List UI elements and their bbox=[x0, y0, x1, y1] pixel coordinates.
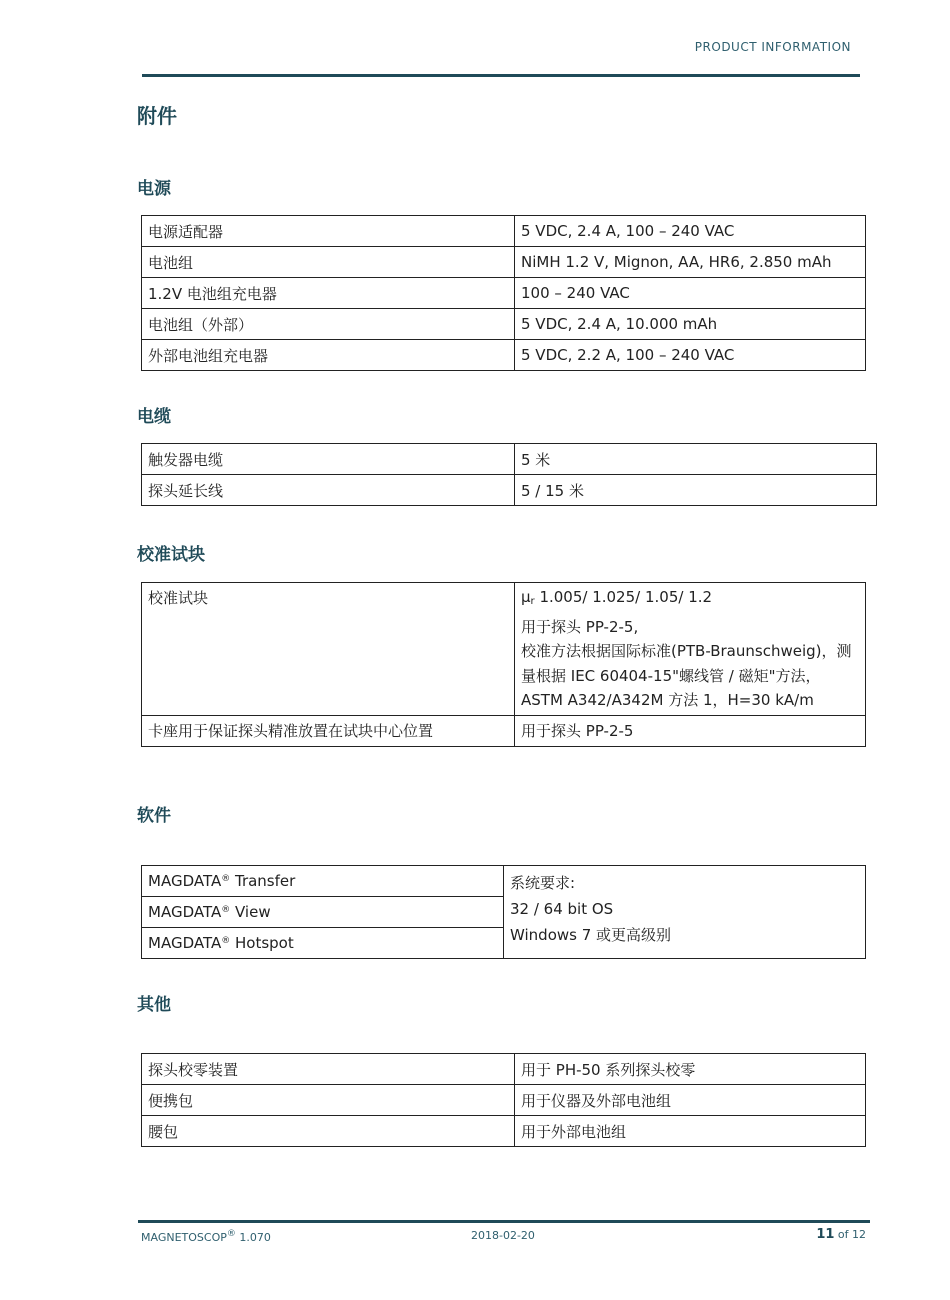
table-row bbox=[142, 278, 866, 309]
section-title-calibration: 校准试块 bbox=[137, 545, 205, 565]
table-cell-label: 1.2V 电池组充电器 bbox=[142, 278, 515, 309]
page-number: 11 of 12 bbox=[816, 1227, 866, 1242]
table-cell-value bbox=[515, 583, 866, 716]
table-cell-value: 5 VDC, 2.4 A, 100 – 240 VAC bbox=[515, 216, 866, 247]
table-cell-value: 用于仪器及外部电池组 bbox=[515, 1085, 866, 1116]
footer-rule bbox=[138, 1220, 870, 1223]
table-row bbox=[142, 583, 866, 716]
table-cell-value: 5 / 15 米 bbox=[515, 475, 877, 506]
table-cell-value: 用于探头 PP-2-5 bbox=[515, 715, 866, 746]
table-cell-label: 校准试块 bbox=[142, 583, 515, 716]
table-row bbox=[142, 216, 866, 247]
table-cell-label: 腰包 bbox=[142, 1116, 515, 1147]
header-rule bbox=[142, 74, 860, 77]
table-row bbox=[142, 475, 877, 506]
table-row bbox=[142, 309, 866, 340]
footer-date: 2018-02-20 bbox=[471, 1229, 535, 1242]
calibration-method: 校准方法根据国际标准(PTB-Braunschweig)，测量根据 IEC 60404-15"螺线管 / 磁矩"方法，ASTM A342/A342M 方法 1，H=30 kA/m bbox=[521, 642, 852, 709]
section-title-software: 软件 bbox=[137, 806, 171, 826]
table-row bbox=[142, 247, 866, 278]
table-row bbox=[142, 340, 866, 371]
table-cell-value: 5 VDC, 2.4 A, 10.000 mAh bbox=[515, 309, 866, 340]
permeability-values: $\mu_r$ 1.005/ 1.025/ 1.05/ 1.2 bbox=[521, 588, 713, 607]
power-table bbox=[141, 215, 866, 371]
cables-table bbox=[141, 443, 877, 506]
calibration-table bbox=[141, 582, 866, 747]
table-cell-label: 外部电池组充电器 bbox=[142, 340, 515, 371]
table-row bbox=[142, 1085, 866, 1116]
table-cell-value: 100 – 240 VAC bbox=[515, 278, 866, 309]
requirements-heading: 系统要求: bbox=[510, 874, 576, 892]
table-row bbox=[142, 715, 866, 746]
table-cell-label: 电源适配器 bbox=[142, 216, 515, 247]
section-title-cables: 电缆 bbox=[137, 407, 171, 427]
table-cell-value: 用于外部电池组 bbox=[515, 1116, 866, 1147]
software-product: MAGDATA® Transfer bbox=[142, 866, 504, 897]
table-cell-label: 探头延长线 bbox=[142, 475, 515, 506]
table-row bbox=[142, 1116, 866, 1147]
table-cell-value: 用于 PH-50 系列探头校零 bbox=[515, 1054, 866, 1085]
probe-note: 用于探头 PP-2-5, bbox=[521, 617, 639, 636]
system-requirements bbox=[504, 866, 866, 959]
table-cell-value: NiMH 1.2 V, Mignon, AA, HR6, 2.850 mAh bbox=[515, 247, 866, 278]
header-label: PRODUCT INFORMATION bbox=[694, 40, 851, 54]
table-cell-label: 触发器电缆 bbox=[142, 444, 515, 475]
section-title-power: 电源 bbox=[137, 179, 171, 199]
table-row bbox=[142, 444, 877, 475]
table-cell-label: 探头校零装置 bbox=[142, 1054, 515, 1085]
requirements-os: 32 / 64 bit OS bbox=[510, 900, 614, 918]
software-product: MAGDATA® View bbox=[142, 897, 504, 928]
software-product: MAGDATA® Hotspot bbox=[142, 928, 504, 959]
footer-product: MAGNETOSCOP® 1.070 bbox=[141, 1229, 271, 1244]
table-cell-label: 卡座用于保证探头精准放置在试块中心位置 bbox=[142, 715, 515, 746]
requirements-windows: Windows 7 或更高级别 bbox=[510, 926, 672, 944]
table-cell-label: 电池组（外部） bbox=[142, 309, 515, 340]
table-cell-label: 电池组 bbox=[142, 247, 515, 278]
table-cell-value: 5 VDC, 2.2 A, 100 – 240 VAC bbox=[515, 340, 866, 371]
table-cell-value: 5 米 bbox=[515, 444, 877, 475]
page-title: 附件 bbox=[137, 104, 177, 128]
software-table bbox=[141, 865, 866, 959]
table-row bbox=[142, 1054, 866, 1085]
section-title-other: 其他 bbox=[137, 995, 171, 1015]
table-cell-label: 便携包 bbox=[142, 1085, 515, 1116]
other-table bbox=[141, 1053, 866, 1147]
table-row bbox=[142, 866, 866, 897]
